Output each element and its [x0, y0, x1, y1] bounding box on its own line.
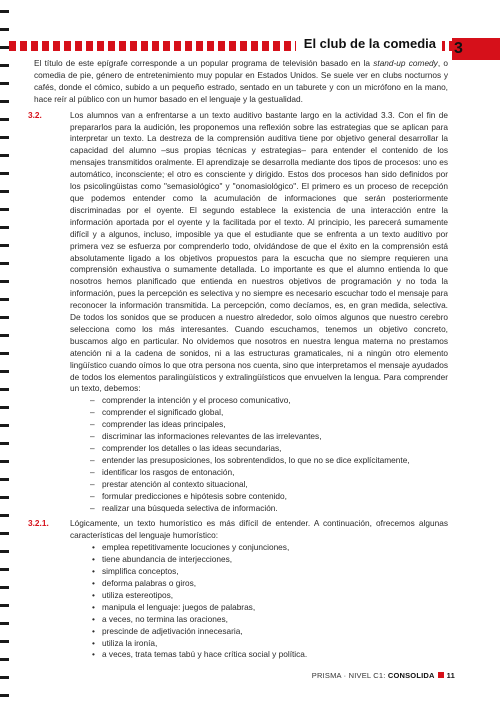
page-number: 11 — [446, 671, 455, 680]
section-body — [70, 110, 448, 515]
footer-level: CONSOLIDA — [387, 671, 435, 680]
list-item: – comprender los detalles o las ideas secundarias, — [90, 443, 448, 455]
intro-text-after: , o comedia de pie, género de entretenimiento muy popular en Estados Unidos. Se suele ver en clubs nocturnos y cafés, donde el cómico, subido a un pequeño estrado, sentado en un taburete y con un micrófono en la mano, hace reír al público con un humor basado en el lenguaje y la gestualidad. — [34, 58, 448, 104]
list-item: – comprender el significado global, — [90, 407, 448, 419]
footer-series: PRISMA · NIVEL C1: — [311, 671, 388, 680]
list-item: • deforma palabras o giros, — [90, 578, 448, 590]
comprehension-list — [70, 395, 448, 514]
chapter-title: El club de la comedia — [296, 36, 442, 52]
section-number: 3.2.1. — [28, 518, 49, 529]
section-number: 3.2. — [28, 109, 42, 120]
section-3-2-1 — [28, 518, 448, 661]
list-item: – formular predicciones e hipótesis sobre contenido, — [90, 491, 448, 503]
binding-edge-marks — [0, 0, 9, 706]
section-paragraph: Lógicamente, un texto humorístico es más difícil de entender. A continuación, ofrecemos algunas características del lenguaje humorístico: — [70, 518, 448, 541]
list-item: • tiene abundancia de interjecciones, — [90, 554, 448, 566]
humor-traits-list — [70, 542, 448, 661]
list-item: • a veces, no termina las oraciones, — [90, 614, 448, 626]
list-item: – realizar una búsqueda selectiva de información. — [90, 503, 448, 515]
intro-italic-term: stand-up comedy — [373, 58, 438, 68]
list-item: • prescinde de adjetivación innecesaria, — [90, 626, 448, 638]
list-item: – comprender la intención y el proceso comunicativo, — [90, 395, 448, 407]
list-item: • utiliza estereotipos, — [90, 590, 448, 602]
section-paragraph: Los alumnos van a enfrentarse a un texto auditivo bastante largo en la actividad 3.3. Con el fin de prepararlos para la audición, les proponemos una reflexión sobre las estrategias que se aplican para interpretar un texto. La destreza de la comprensión auditiva tiene por objetivo general desarrollar la capacidad del alumno –sus propias técnicas y estrategias– para entender el contenido de los mensajes transmitidos oralmente. El aprendizaje se desarrolla mediante dos tipos de procesos: uno es automático, inconsciente; el otro es consciente y dirigido. Estos dos procesos han sido definidos por los psicolingüistas como "semasiológico" y "onomasiológico". El primero es un proceso de recepción que podemos entender como la acumulación de informaciones que serán posteriormente discriminadas por el oyente. El segundo establece la existencia de una interacción entre la información aportada por el oyente y la facilitada por el texto. Al principio, les parecerá sumamente difícil y a algunos, incluso, imposible ya que el estudiante que se enfrenta a un texto auditivo por primera vez se esfuerza por comprenderlo todo, olvidándose de que el éxito en la comprensión está absolutamente ligado a los objetivos propuestos para la escucha que no siempre requieren una comprensión exhaustiva o sumamente detallada. Lo importante es que el alumno entienda lo que nosotros hemos planificado que entienda en nuestros objetivos de programación y no toda la información, pues la percepción es selectiva y no siempre es necesario escuchar todo el mensaje para reconocer la información transmitida. La percepción, como decíamos, es, en gran medida, selectiva. De todos los sonidos que se producen a nuestro alrededor, solo oímos algunos que nuestro cerebro selecciona como los más interesantes. Cuando escuchamos, tenemos un objetivo concreto, buscamos algo en particular. No olvidemos que nosotros en nuestra lengua materna no prestamos atención ni a la cadena de sonidos, ni a las estructuras gramaticales, ni a ningún otro elemento lingüístico cuando oímos lo que otra persona nos cuenta, sino que interpretamos el mensaje ayudados de todos los elementos paralingüísticos y extralingüísticos que envuelven la lengua. Para comprender un texto, debemos: — [70, 109, 448, 394]
intro-paragraph — [28, 58, 448, 106]
list-item: • simplifica conceptos, — [90, 566, 448, 578]
list-item: • utiliza la ironía, — [90, 638, 448, 650]
list-item: – entender las presuposiciones, los sobrentendidos, lo que no se dice explícitamente, — [90, 455, 448, 467]
chapter-number-tab: 3 — [452, 38, 500, 60]
page-footer — [312, 671, 455, 680]
page-content — [28, 58, 448, 661]
footer-square-icon — [438, 672, 444, 678]
section-3-2 — [28, 110, 448, 515]
list-item: • a veces, trata temas tabú y hace crítica social y política. — [90, 649, 448, 661]
list-item: – discriminar las informaciones relevantes de las irrelevantes, — [90, 431, 448, 443]
list-item: – identificar los rasgos de entonación, — [90, 467, 448, 479]
section-body — [70, 518, 448, 661]
list-item: • emplea repetitivamente locuciones y conjunciones, — [90, 542, 448, 554]
intro-text-before: El título de este epígrafe corresponde a un popular programa de televisión basado en la — [34, 58, 374, 68]
list-item: – prestar atención al contexto situacional, — [90, 479, 448, 491]
list-item: • manipula el lenguaje: juegos de palabras, — [90, 602, 448, 614]
list-item: – comprender las ideas principales, — [90, 419, 448, 431]
